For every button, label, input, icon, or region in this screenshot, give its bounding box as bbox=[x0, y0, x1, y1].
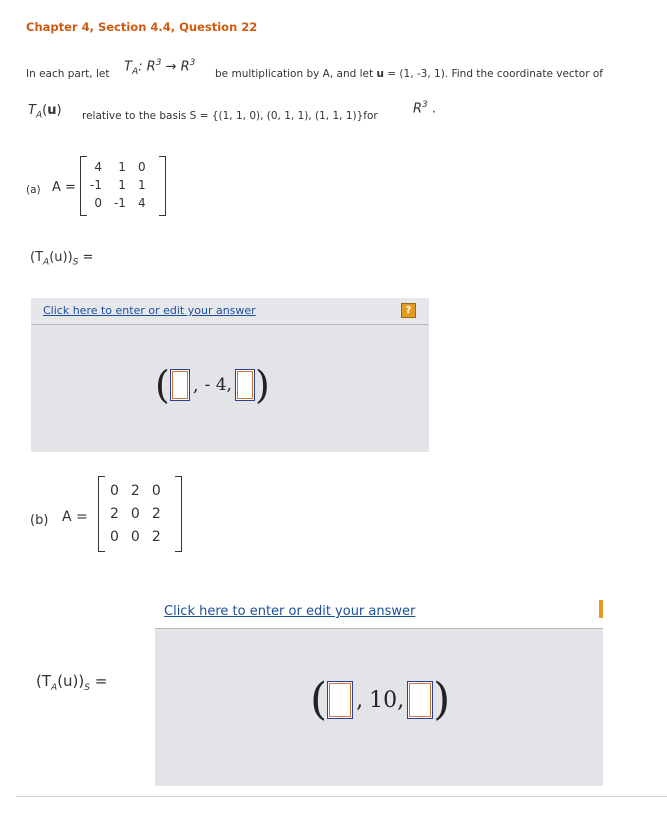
divider bbox=[16, 796, 667, 797]
part-a-answer-input-2[interactable] bbox=[235, 369, 255, 401]
problem-line2-text: relative to the basis S = {(1, 1, 0), (0, 1, 1), (1, 1, 1)}for bbox=[82, 110, 378, 122]
r3-notation: $R^3$ . bbox=[413, 100, 437, 117]
part-a-matrix bbox=[80, 156, 166, 216]
problem-line1-prefix: In each part, let bbox=[26, 68, 110, 80]
problem-line1-suffix: be multiplication by A, and let u = (1, -3, 1). Find the coordinate vector of bbox=[215, 68, 604, 80]
matrix-a-table: 4 1 0 -1 1 1 0 -1 4 bbox=[90, 160, 146, 210]
part-b-answer-panel bbox=[155, 594, 603, 786]
part-b-answer-input-2[interactable] bbox=[407, 681, 433, 719]
ta-u-notation: $T_A(u)$ bbox=[28, 103, 62, 121]
part-b-edit-answer-link[interactable]: Click here to enter or edit your answer bbox=[164, 604, 416, 619]
part-a-answer-input-1[interactable] bbox=[170, 369, 190, 401]
part-b-answer-tuple: ( , 10, ) bbox=[310, 674, 451, 725]
part-a-label: (a) bbox=[26, 184, 41, 196]
right-bracket bbox=[159, 156, 166, 216]
part-b-answer-input-1[interactable] bbox=[327, 681, 353, 719]
transform-notation: $T_A$: $R^3 \to R^3$ bbox=[124, 58, 196, 77]
matrix-b-table: 0 2 0 2 0 2 0 0 2 bbox=[110, 482, 161, 545]
help-icon[interactable]: ? bbox=[401, 303, 416, 318]
part-b-label: (b) bbox=[30, 513, 49, 528]
part-a-edit-answer-link[interactable]: Click here to enter or edit your answer bbox=[43, 304, 256, 317]
part-a-result-label: $(T_A(u))_S$ = bbox=[30, 250, 94, 268]
part-b-result-label: $(T_A(u))_S$ = bbox=[36, 672, 108, 693]
part-a-matrix-label: A = bbox=[52, 180, 76, 195]
part-b-matrix-label: A = bbox=[62, 509, 88, 525]
part-a-answer-tuple: ( , - 4, ) bbox=[155, 363, 270, 407]
help-icon[interactable] bbox=[599, 600, 603, 618]
right-bracket bbox=[175, 476, 182, 552]
question-title: Chapter 4, Section 4.4, Question 22 bbox=[26, 20, 258, 34]
part-a-answer-panel bbox=[31, 298, 429, 452]
part-b-matrix bbox=[98, 476, 182, 552]
